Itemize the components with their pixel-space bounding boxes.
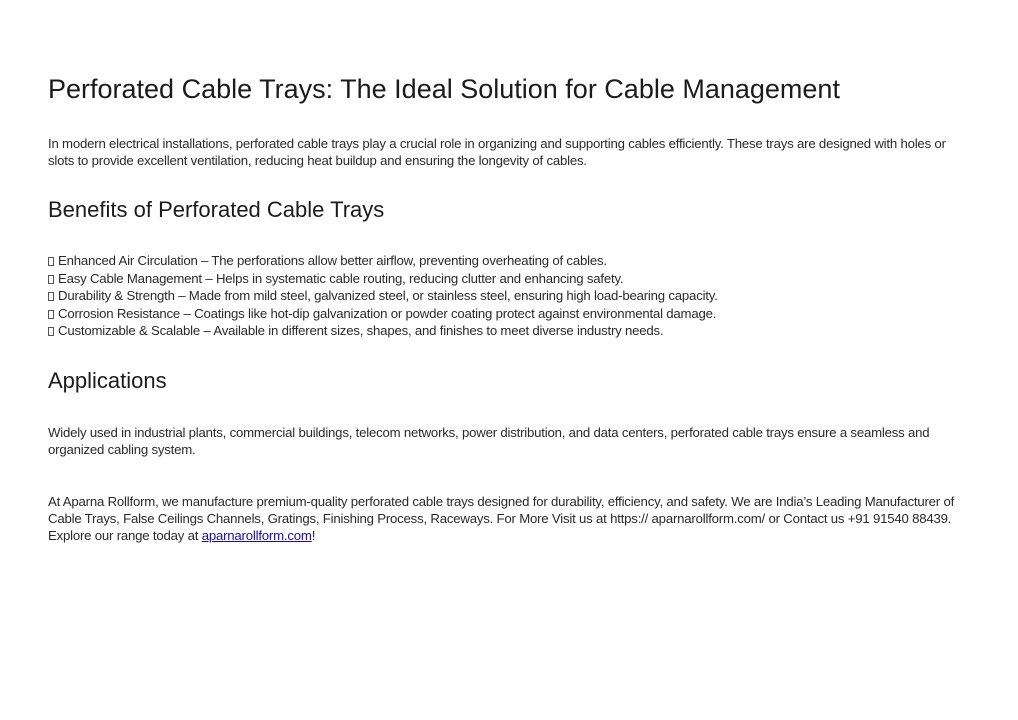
benefit-item (48, 322, 958, 340)
company-paragraph (48, 493, 958, 544)
company-paragraph-text: At Aparna Rollform, we manufacture premium-quality perforated cable trays designed for durability, efficiency, and safety. We are India’s Leading Manufacturer of Cable Trays, False Ceilings Channels, Gratings, Finishing Process, Raceways. For More Visit us at https:// aparnarollform.com/ or Contact us +91 91540 88439. Explore our range today at (48, 493, 955, 543)
checkbox-bullet-icon (48, 292, 54, 301)
benefit-item (48, 270, 958, 288)
benefit-item (48, 287, 958, 305)
benefit-item (48, 252, 958, 270)
benefit-item-text: Easy Cable Management – Helps in systematic cable routing, reducing clutter and enhancing safety. (58, 270, 624, 286)
benefits-heading: Benefits of Perforated Cable Trays (48, 197, 385, 222)
website-link[interactable]: aparnarollform.com (201, 527, 312, 543)
applications-paragraph: Widely used in industrial plants, commercial buildings, telecom networks, power distribution, and data centers, perforated cable trays ensure a seamless and organized cabling system. (48, 424, 930, 457)
company-paragraph-trailing: ! (311, 527, 316, 543)
benefit-item-text: Durability & Strength – Made from mild steel, galvanized steel, or stainless steel, ensuring high load-bearing capacity. (58, 288, 718, 303)
benefit-item-text: Enhanced Air Circulation – The perforations allow better airflow, preventing overheating of cables. (58, 253, 607, 268)
checkbox-bullet-icon (48, 275, 54, 284)
benefits-list (48, 252, 958, 340)
intro-paragraph: In modern electrical installations, perforated cable trays play a crucial role in organizing and supporting cables efficiently. These trays are designed with holes or slots to provide excellent ventilation, reducing heat buildup and ensuring the longevity of cables. (48, 136, 946, 168)
applications-heading: Applications (48, 367, 167, 393)
checkbox-bullet-icon (48, 257, 54, 266)
benefit-item-text: Corrosion Resistance – Coatings like hot-dip galvanization or powder coating protect against environmental damage. (58, 305, 717, 321)
benefit-item-text: Customizable & Scalable – Available in different sizes, shapes, and finishes to meet diverse industry needs. (58, 323, 664, 338)
checkbox-bullet-icon (48, 327, 54, 336)
article-content (48, 72, 958, 544)
benefit-item (48, 305, 958, 323)
article-title: Perforated Cable Trays: The Ideal Solution for Cable Management (48, 74, 840, 104)
checkbox-bullet-icon (48, 310, 54, 319)
